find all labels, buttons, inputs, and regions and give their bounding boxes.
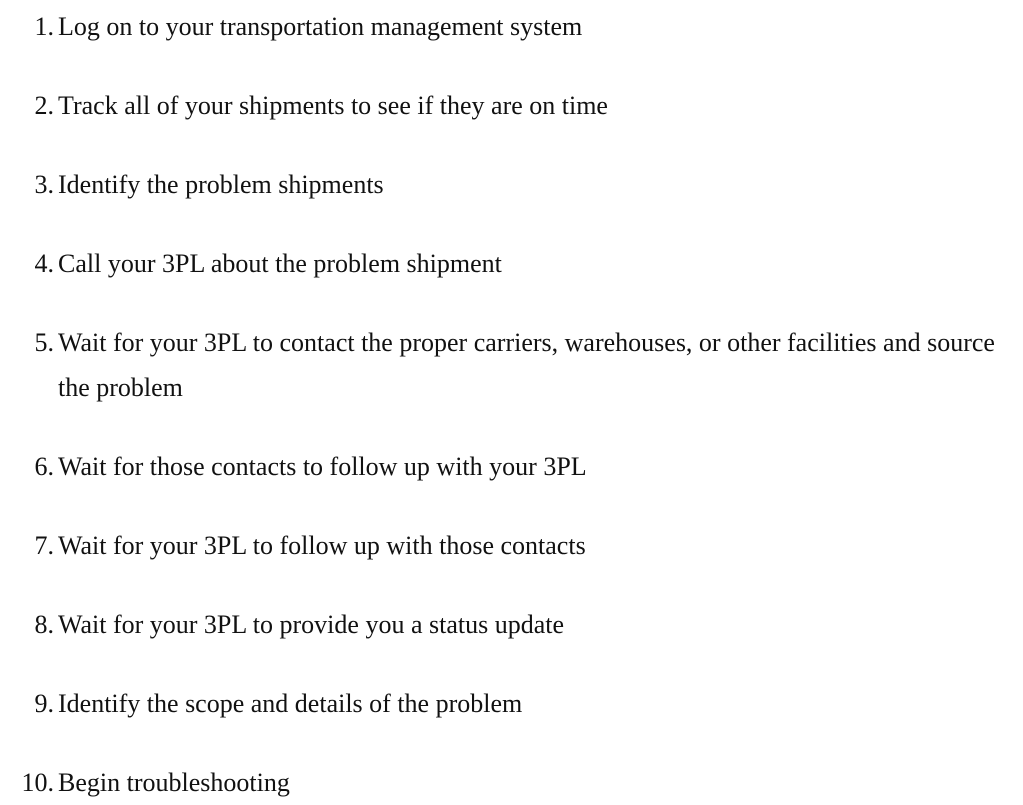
list-item-text: Log on to your transportation management system [58, 12, 583, 41]
list-item-number: 10. [21, 768, 54, 797]
list-item [0, 681, 1010, 726]
list-item-number: 3. [34, 170, 54, 199]
list-item-text: Wait for your 3PL to contact the proper carriers, warehouses, or other facilities and source the problem [58, 328, 995, 402]
list-item [0, 444, 1010, 489]
list-item-text: Track all of your shipments to see if they are on time [58, 91, 608, 120]
list-item-number: 2. [34, 91, 54, 120]
list-item-number: 9. [34, 689, 54, 718]
list-item-text: Begin troubleshooting [58, 768, 290, 797]
list-item [0, 162, 1010, 207]
list-item [0, 4, 1010, 49]
list-item-number: 5. [34, 328, 54, 357]
list-item [0, 241, 1010, 286]
list-item [0, 760, 1010, 805]
list-item-text: Identify the problem shipments [58, 170, 384, 199]
list-item-text: Call your 3PL about the problem shipment [58, 249, 502, 278]
list-item [0, 523, 1010, 568]
list-item-text: Wait for your 3PL to follow up with those contacts [58, 531, 586, 560]
list-item-text: Wait for those contacts to follow up with your 3PL [58, 452, 587, 481]
list-item-text: Wait for your 3PL to provide you a status update [58, 610, 565, 639]
list-item-number: 7. [34, 531, 54, 560]
list-item-number: 4. [34, 249, 54, 278]
list-item [0, 320, 1010, 410]
list-item-number: 6. [34, 452, 54, 481]
list-item-text: Identify the scope and details of the problem [58, 689, 523, 718]
list-item [0, 602, 1010, 647]
list-item-number: 8. [34, 610, 54, 639]
list-item [0, 83, 1010, 128]
list-item-number: 1. [34, 12, 54, 41]
